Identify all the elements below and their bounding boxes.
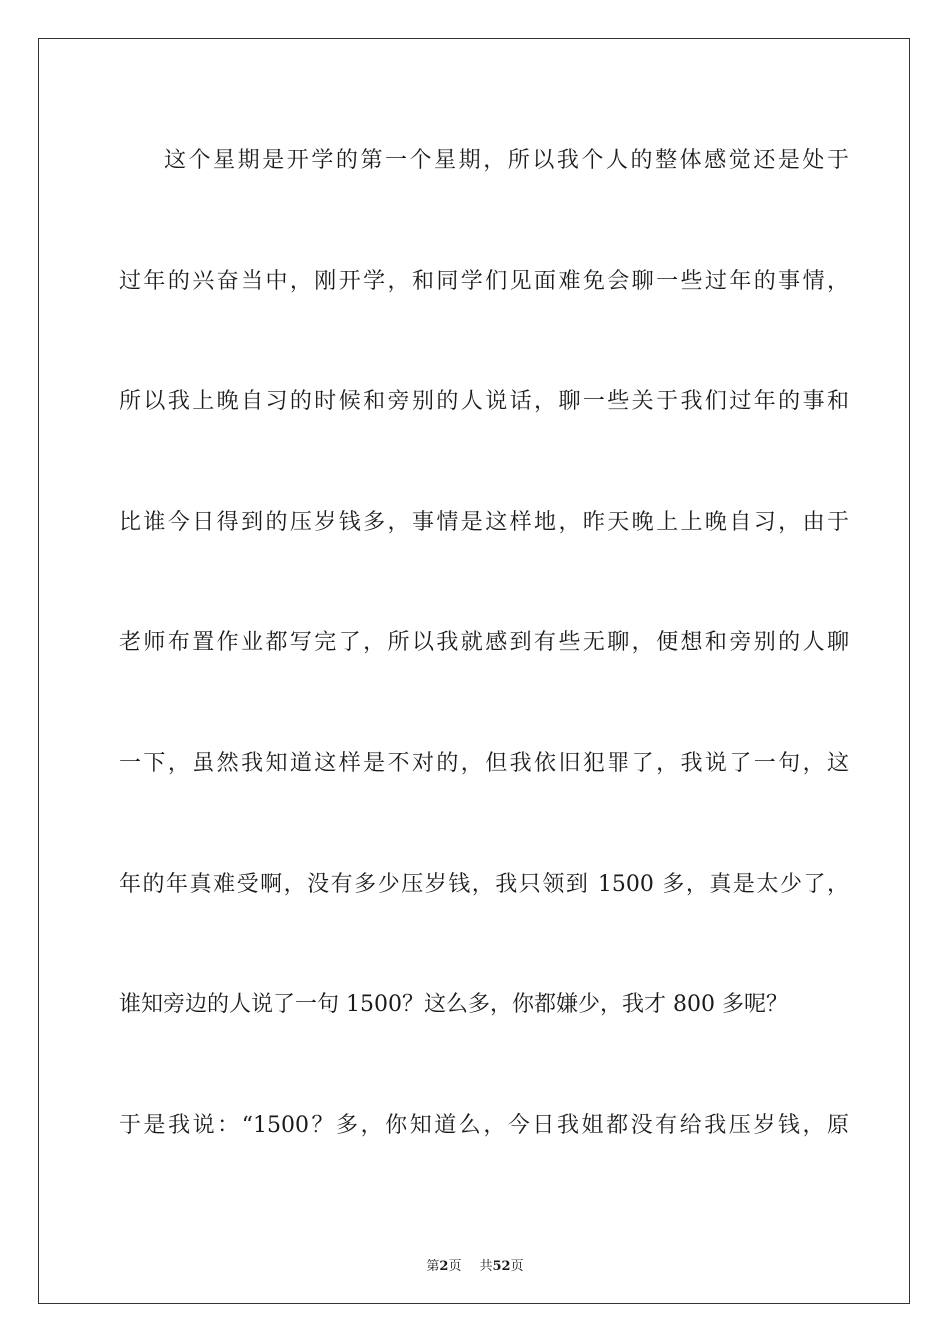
paragraph-line-1: 这个星期是开学的第一个星期，所以我个人的整体感觉还是处于: [164, 148, 849, 173]
paragraph-line-2: 过年的兴奋当中，刚开学，和同学们见面难免会聊一些过年的事情，: [119, 268, 849, 294]
paragraph-line-7: 年的年真难受啊，没有多少压岁钱，我只领到 1500 多，真是太少了，: [119, 871, 849, 897]
page-footer: [39, 1257, 911, 1277]
page-suffix: 页: [448, 1259, 462, 1274]
total-suffix: 页: [510, 1259, 524, 1274]
paragraph-line-8: 谁知旁边的人说了一句 1500？这么多，你都嫌少，我才 800 多呢？: [119, 992, 788, 1018]
paragraph-line-6: 一下，虽然我知道这样是不对的，但我依旧犯罪了，我说了一句，这: [119, 750, 849, 776]
page-frame: [38, 38, 910, 1304]
paragraph-line-3: 所以我上晚自习的时候和旁别的人说话，聊一些关于我们过年的事和: [119, 389, 849, 415]
paragraph-line-4: 比谁今日得到的压岁钱多，事情是这样地，昨天晚上上晚自习，由于: [119, 509, 849, 535]
paragraph-line-5: 老师布置作业都写完了，所以我就感到有些无聊，便想和旁别的人聊: [119, 630, 849, 656]
total-pages: 52: [492, 1259, 511, 1274]
page-number: 2: [439, 1259, 449, 1274]
page-prefix: 第: [426, 1259, 440, 1274]
body-text: [119, 131, 849, 1156]
paragraph-line-9: 于是我说：“1500？多，你知道么，今日我姐都没有给我压岁钱，原: [119, 1112, 849, 1138]
total-prefix: 共: [479, 1259, 493, 1274]
